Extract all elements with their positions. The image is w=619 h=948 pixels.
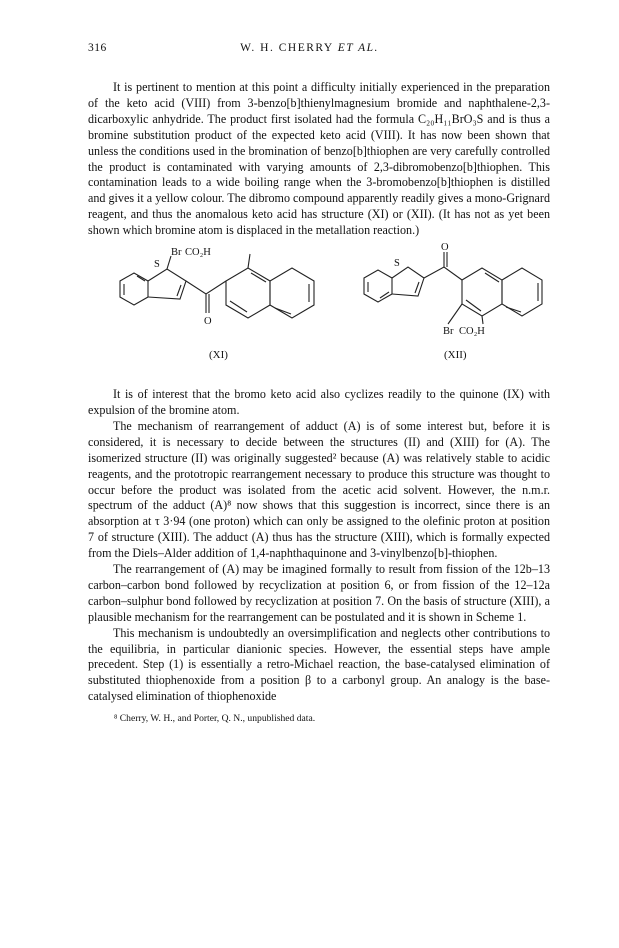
xi-naphthalene-ring-b	[270, 268, 314, 318]
structure-drawings	[88, 242, 550, 383]
structure-label-xi: (XI)	[209, 349, 228, 362]
structures-figure	[88, 242, 550, 383]
xii-sulfur-label: S	[394, 258, 400, 270]
xii-carboxyl-label: CO₂H	[459, 326, 485, 338]
running-title-authors: W. H. CHERRY	[240, 42, 334, 54]
paragraph-oversimplification: This mechanism is undoubtedly an oversimplification and neglects other contributions to the equilibria, in particular dianionic species. However, the essential steps have ample precedent. Step (1) is essentially a retro-Michael reaction, the base-catalysed elimination of substituted thiophenoxide from a position β to a carbonyl group. An analogy is the base-catalysed elimination of thiophenoxide	[88, 625, 550, 704]
xii-bromine-label: Br	[443, 326, 454, 338]
xi-carboxyl-label: CO₂H	[185, 247, 211, 259]
xii-naphthalene-ring-a	[462, 268, 502, 316]
paragraph-keto-acid: It is pertinent to mention at this point a difficulty initially experienced in the preparation of the keto acid (VIII) from 3-benzo[b]thienylmagnesium bromide and naphthalene-2,3-dicarboxylic anhydride. The product first isolated had the formula C₂₀H₁₁BrO₃S and is thus a bromine substitution product of the expected keto acid (VIII). It has now been shown that unless the conditions used in the bromination of benzo[b]thiophen are very carefully controlled the product is contaminated with varying amounts of 2,3-dibromobenzo[b]thiophen. This contamination leads to a wide boiling range when the 3-bromobenzo[b]thiophen is distilled and gives it a yellow colour. The dibromo compound apparently readily gives a mono-Grignard reagent, and thus the anomalous keto acid has structure (XI) or (XII). (It has not as yet been shown which bromine atom is displaced in the metallation reaction.)	[88, 80, 550, 238]
structure-label-xii: (XII)	[444, 349, 467, 362]
footnote: ⁸ Cherry, W. H., and Porter, Q. N., unpublished data.	[114, 713, 316, 725]
xi-naphthalene-ring-a	[226, 268, 270, 318]
xi-bromine-label: Br	[171, 247, 182, 259]
paragraph-cyclization: It is of interest that the bromo keto acid also cyclizes readily to the quinone (IX) with expulsion of the bromine atom.	[88, 387, 550, 417]
running-title	[0, 42, 619, 54]
xi-oxygen-label: O	[204, 316, 212, 328]
xii-thiophene-ring	[392, 267, 424, 296]
article-body	[88, 80, 550, 725]
xii-naphthalene-ring-b	[502, 268, 542, 316]
xi-sulfur-label: S	[154, 259, 160, 271]
xii-oxygen-label: O	[441, 242, 449, 254]
page-header	[0, 42, 619, 62]
paragraph-rearrangement: The rearrangement of (A) may be imagined formally to result from fission of the 12b–13 carbon–carbon bond followed by recyclization at position 6, or from fission of the 12–12a carbon–sulphur bond followed by recyclization at position 7. On the basis of structure (XIII), a plausible mechanism for the rearrangement can be postulated and it is shown in Scheme 1.	[88, 562, 550, 624]
page-number: 316	[88, 42, 107, 54]
running-title-etal: ET AL.	[337, 42, 379, 54]
paragraph-mechanism: The mechanism of rearrangement of adduct (A) is of some interest but, before it is considered, it is necessary to decide between the structures (II) and (XIII) for (A). The isomerized structure (II) was originally suggested² because (A) was relatively stable to acidic reagents, and the prototropic rearrangement necessary to produce this structure was thought to occur before the product was isolated from the acetic acid solvent. However, the n.m.r. spectrum of the adduct (A)⁸ now shows that this suggestion is incorrect, since there is an absorption at τ 3·94 (one proton) which can only be assigned to the olefinic proton at position 7 of structure (XIII). The adduct (A) thus has the structure (XIII), which is formally expected from the Diels–Alder addition of 1,4-naphthaquinone and 3-vinylbenzo[b]-thiophen.	[88, 418, 550, 561]
xi-thiophene-ring	[148, 269, 186, 299]
